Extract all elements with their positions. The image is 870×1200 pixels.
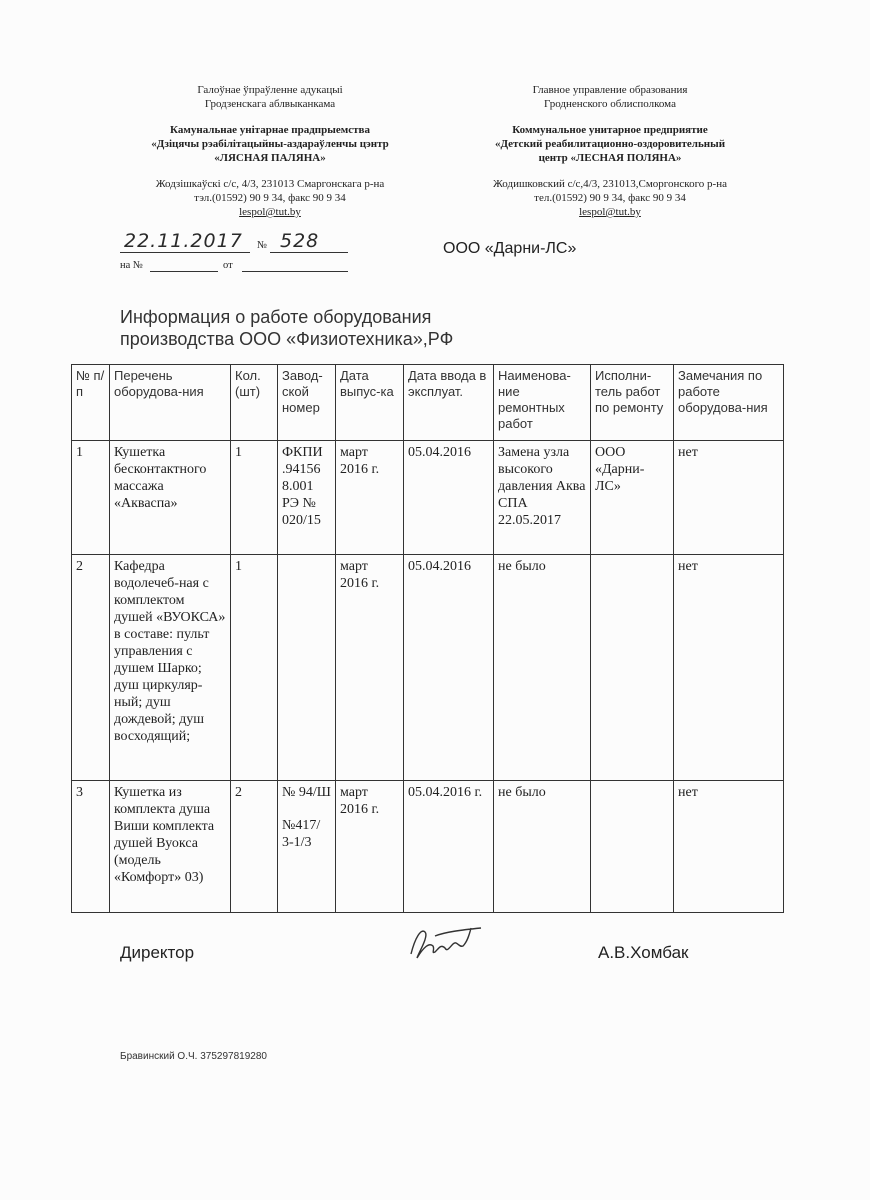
cell-equipment: Кушетка бесконтактного массажа «Акваспа» bbox=[110, 441, 231, 555]
cell-remarks: нет bbox=[674, 781, 784, 913]
header-remarks: Замечания по работе оборудова-ния bbox=[674, 365, 784, 441]
cell-released: март 2016 г. bbox=[336, 555, 404, 781]
cell-remarks: нет bbox=[674, 555, 784, 781]
cell-equipment: Кафедра водолечеб-ная с комплектом душей «ВУОКСА» в составе: пульт управления с душем Шарко; душ циркуляр-ный; душ дождевой; душ восходящий; bbox=[110, 555, 231, 781]
cell-executor: ООО «Дарни-ЛС» bbox=[591, 441, 674, 555]
letterhead-left-line1: Галоўнае ўпраўленне адукацыі bbox=[197, 84, 343, 96]
cell-executor bbox=[591, 781, 674, 913]
cell-serial bbox=[278, 555, 336, 781]
header-released: Дата выпус-ка bbox=[336, 365, 404, 441]
reply-to-underline bbox=[150, 271, 218, 272]
signature-name: А.В.Хомбак bbox=[598, 943, 689, 962]
letterhead-left-org2: «Дзіцячы рэабілітацыйны-аздараўленчы цэнтр bbox=[151, 138, 389, 150]
table-row bbox=[72, 781, 784, 913]
reply-line bbox=[120, 259, 350, 275]
handwritten-signature-icon bbox=[405, 918, 487, 966]
letterhead-left bbox=[100, 83, 440, 219]
cell-executor bbox=[591, 555, 674, 781]
cell-repairs: не было bbox=[494, 555, 591, 781]
addressee: ООО «Дарни-ЛС» bbox=[443, 240, 577, 257]
cell-qty: 1 bbox=[231, 555, 278, 781]
table-row bbox=[72, 441, 784, 555]
cell-serial bbox=[278, 781, 336, 913]
cell-num: 1 bbox=[72, 441, 110, 555]
registration-date-underline bbox=[120, 252, 250, 253]
letterhead-right-org2: «Детский реабилитационно-оздоровительный bbox=[494, 138, 726, 150]
signature-role: Директор bbox=[120, 943, 195, 962]
cell-repairs: Замена узла высокого давления Аква СПА 22.05.2017 bbox=[494, 441, 591, 555]
footer-contact: Бравинский О.Ч. 375297819280 bbox=[120, 1051, 267, 1062]
cell-serial-b: №417/ 3-1/3 bbox=[282, 818, 321, 850]
cell-num: 2 bbox=[72, 555, 110, 781]
cell-repairs: не было bbox=[494, 781, 591, 913]
registration-number-underline bbox=[270, 252, 348, 253]
cell-qty: 1 bbox=[231, 441, 278, 555]
table-row bbox=[72, 555, 784, 781]
document-title-line1: Информация о работе оборудования bbox=[120, 307, 432, 327]
letterhead-right-line2: Гродненского облисполкома bbox=[544, 98, 676, 110]
reply-from-label: от bbox=[223, 260, 233, 271]
cell-remarks: нет bbox=[674, 441, 784, 555]
header-executor: Исполни-тель работ по ремонту bbox=[591, 365, 674, 441]
cell-num: 3 bbox=[72, 781, 110, 913]
header-serial: Завод-ской номер bbox=[278, 365, 336, 441]
letterhead-right-org1: Коммунальное унитарное предприятие bbox=[512, 124, 708, 136]
cell-qty: 2 bbox=[231, 781, 278, 913]
header-equipment: Перечень оборудова-ния bbox=[110, 365, 231, 441]
reply-from-underline bbox=[242, 271, 348, 272]
letterhead-right-phone: тел.(01592) 90 9 34, факс 90 9 34 bbox=[534, 192, 686, 204]
letterhead-right-line1: Главное управление образования bbox=[532, 84, 688, 96]
letterhead-right bbox=[450, 83, 770, 219]
cell-released: март 2016 г. bbox=[336, 781, 404, 913]
equipment-table bbox=[71, 364, 784, 913]
cell-serial: ФКПИ .94156 8.001 РЭ № 020/15 bbox=[278, 441, 336, 555]
header-commissioned: Дата ввода в эксплуат. bbox=[404, 365, 494, 441]
table-header-row bbox=[72, 365, 784, 441]
letterhead-right-address: Жодишковский с/с,4/3, 231013,Сморгонского р-на bbox=[493, 178, 727, 190]
letterhead-left-org3: «ЛЯСНАЯ ПАЛЯНА» bbox=[214, 152, 326, 164]
cell-commissioned: 05.04.2016 bbox=[404, 555, 494, 781]
registration-line bbox=[120, 230, 350, 255]
letterhead-left-email: lespol@tut.by bbox=[239, 206, 301, 218]
letterhead-right-org3: центр «ЛЕСНАЯ ПОЛЯНА» bbox=[538, 152, 682, 164]
cell-commissioned: 05.04.2016 bbox=[404, 441, 494, 555]
cell-released: март 2016 г. bbox=[336, 441, 404, 555]
reply-to-label: на № bbox=[120, 260, 143, 271]
registration-number: 528 bbox=[280, 230, 320, 252]
header-repairs: Наименова-ние ремонтных работ bbox=[494, 365, 591, 441]
letterhead-left-phone: тэл.(01592) 90 9 34, факс 90 9 34 bbox=[194, 192, 346, 204]
cell-equipment: Кушетка из комплекта душа Виши комплекта душей Вуокса (модель «Комфорт» 03) bbox=[110, 781, 231, 913]
cell-commissioned: 05.04.2016 г. bbox=[404, 781, 494, 913]
registration-number-label: № bbox=[257, 240, 268, 251]
letterhead-left-address: Жодзішкаўскі с/с, 4/3, 231013 Смаргонскага р-на bbox=[155, 178, 385, 190]
header-qty: Кол. (шт) bbox=[231, 365, 278, 441]
registration-date: 22.11.2017 bbox=[124, 230, 243, 252]
document-title-line2: производства ООО «Физиотехника»,РФ bbox=[120, 329, 454, 349]
letterhead-left-org1: Камунальнае унітарнае прадпрыемства bbox=[170, 124, 370, 136]
cell-serial-a: № 94/Ш bbox=[282, 785, 331, 800]
header-num: № п/п bbox=[72, 365, 110, 441]
letterhead-right-email: lespol@tut.by bbox=[579, 206, 641, 218]
letterhead-left-line2: Гродзенскага аблвыканкама bbox=[204, 98, 336, 110]
document-title bbox=[120, 306, 453, 350]
